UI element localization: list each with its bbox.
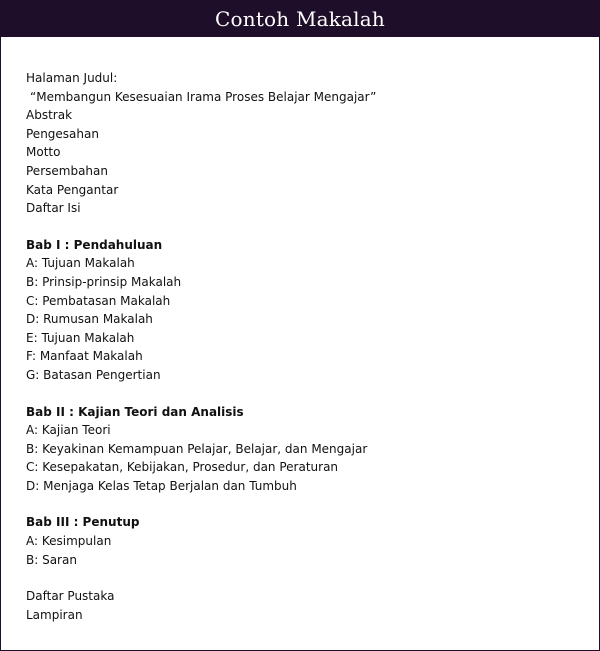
bab2-item: D: Menjaga Kelas Tetap Berjalan dan Tumbuh <box>26 478 297 493</box>
title-page-quote: “Membangun Kesesuaian Irama Proses Belajar Mengajar” <box>30 89 377 104</box>
outline-content <box>26 69 579 624</box>
bab1-item: G: Batasan Pengertian <box>26 367 161 382</box>
front-item-motto: Motto <box>26 145 61 160</box>
front-item-persembahan: Persembahan <box>26 163 108 178</box>
title-banner <box>1 1 599 37</box>
section-gap <box>26 385 579 403</box>
bab1-item: E: Tujuan Makalah <box>26 330 135 345</box>
bab2-item: A: Kajian Teori <box>26 423 111 438</box>
front-item-daftar-isi: Daftar Isi <box>26 201 81 216</box>
bab3-item: B: Saran <box>26 552 77 567</box>
back-item-lampiran: Lampiran <box>26 607 83 622</box>
bab3-heading: Bab III : Penutup <box>26 515 140 530</box>
bab2-item: C: Kesepakatan, Kebijakan, Prosedur, dan Peraturan <box>26 460 339 475</box>
bab2-item: B: Keyakinan Kemampuan Pelajar, Belajar, dan Mengajar <box>26 441 368 456</box>
bab1-item: A: Tujuan Makalah <box>26 256 135 271</box>
bab1-heading: Bab I : Pendahuluan <box>26 237 163 252</box>
title-page-label: Halaman Judul: <box>26 71 118 85</box>
front-item-abstrak: Abstrak <box>26 108 73 123</box>
section-gap <box>26 218 579 236</box>
bab2-heading: Bab II : Kajian Teori dan Analisis <box>26 404 244 419</box>
bab3-item: A: Kesimpulan <box>26 534 112 549</box>
bab1-item: C: Pembatasan Makalah <box>26 293 171 308</box>
front-item-kata-pengantar: Kata Pengantar <box>26 182 119 197</box>
bab1-item: F: Manfaat Makalah <box>26 349 143 364</box>
page-title: Contoh Makalah <box>215 7 385 31</box>
bab1-item: D: Rumusan Makalah <box>26 312 153 327</box>
bab1-item: B: Prinsip-prinsip Makalah <box>26 274 182 289</box>
front-item-pengesahan: Pengesahan <box>26 126 99 141</box>
back-item-daftar-pustaka: Daftar Pustaka <box>26 589 115 604</box>
section-gap <box>26 495 579 513</box>
section-gap <box>26 569 579 587</box>
